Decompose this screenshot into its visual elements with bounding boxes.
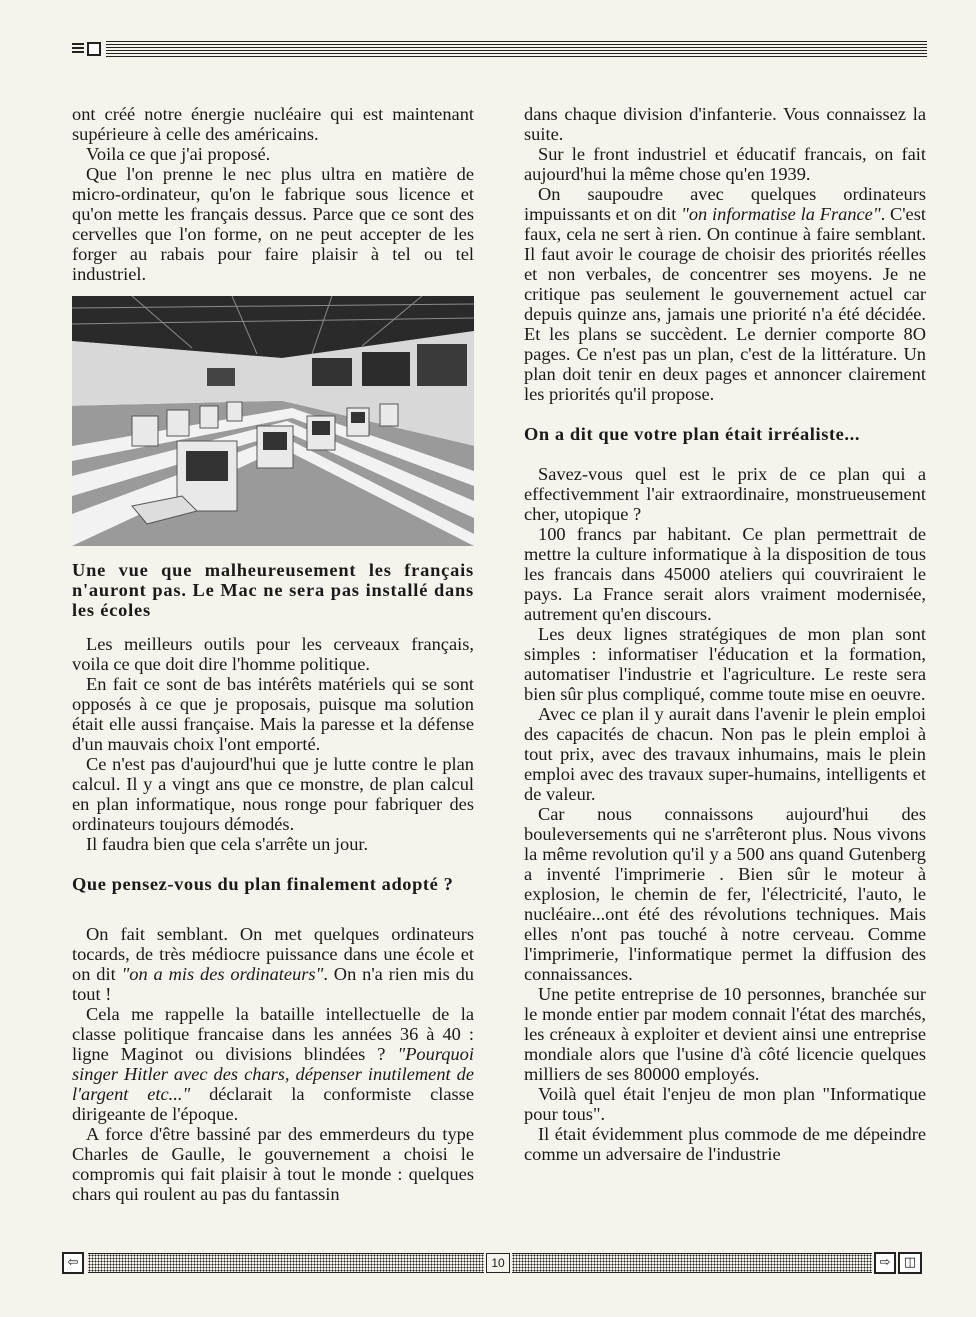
left-column (72, 104, 474, 1204)
menu-icon[interactable] (72, 43, 84, 57)
right-paragraph-1: dans chaque division d'infanterie. Vous connaissez la suite. (524, 104, 926, 144)
scroll-track-right[interactable] (512, 1253, 872, 1273)
right-paragraph-10: Voilà quel était l'enjeu de mon plan "Informatique pour tous". (524, 1084, 926, 1124)
left-arrow-icon[interactable]: ⇦ (62, 1252, 84, 1274)
right-paragraph-8: Car nous connaissons aujourd'hui des bouleversements qui ne s'arrêteront plus. Nous vivons la même revolution qu'il y a 500 ans quand Gutenberg a inventé l'imprimerie . Bien sûr le moteur à explosion, le chemin de fer, l'électricité, l'auto, le nucléaire...ont été des révolutions techniques. Mais elles n'ont pas touché à notre cerveau. Comme l'imprimerie, l'informatique permet la diffusion des connaissances. (524, 804, 926, 984)
right-paragraph-3: On saupoudre avec quelques ordinateurs impuissants et on dit "on informatise la France". C'est faux, cela ne sert à rien. On continue à faire semblant. Il faut avoir le courage de choisir des priorités réelles et non verbales, de concentrer ses moyens. Je ne critique pas seulement le gouvernement actuel car depuis quinze ans, jamais une priorité n'a été décidée. Et les plans se succèdent. Le dernier comporte 8O pages. Ce n'est pas un plan, c'est de la littérature. Un plan doit tenir en deux pages et annoncer clairement les priorités qu'il propose. (524, 184, 926, 404)
header-bar (72, 40, 927, 62)
right-column (524, 104, 926, 1164)
left-paragraph-4: Les meilleurs outils pour les cerveaux français, voila ce que doit dire l'homme politique. (72, 634, 474, 674)
scroll-track-left[interactable] (88, 1253, 484, 1273)
footer-bar (62, 1248, 924, 1278)
left-paragraph-5: En fait ce sont de bas intérêts matériels qui se sont opposés à ce que je proposais, puisque ma solution était elle aussi française. Mais la paresse et la défense d'un mauvais choix l'ont emporté. (72, 674, 474, 754)
left-paragraph-10: A force d'être bassiné par des emmerdeurs du type Charles de Gaulle, le gouvernement a choisi le compromis qui fait plaisir à tout le monde : quelques chars qui roulent au pas du fantassin (72, 1124, 474, 1204)
title-stripes (106, 41, 927, 59)
section-heading-unrealistic: On a dit que votre plan était irréaliste... (524, 424, 861, 444)
left-paragraph-8: On fait semblant. On met quelques ordinateurs tocards, de très médiocre puissance dans une école et on dit "on a mis des ordinateurs". On n'a rien mis du tout ! (72, 924, 474, 1004)
page-number: 10 (486, 1253, 510, 1273)
right-arrow-icon[interactable]: ⇨ (874, 1252, 896, 1274)
left-paragraph-9: Cela me rappelle la bataille intellectuelle de la classe politique francaise dans les années 36 à 40 : ligne Maginot ou divisions blindées ? "Pourquoi singer Hitler avec des chars, dépenser inutilement de l'argent etc..." déclarait la conformiste classe dirigeante de l'époque. (72, 1004, 474, 1124)
section-heading-plan: Que pensez-vous du plan finalement adopté ? (72, 874, 454, 894)
left-paragraph-1: ont créé notre énergie nucléaire qui est maintenant supérieure à celle des américains. (72, 104, 474, 144)
window-icon[interactable]: ◫ (898, 1252, 922, 1274)
photo-caption: Une vue que malheureusement les français n'auront pas. Le Mac ne sera pas installé dans les écoles (72, 560, 474, 620)
right-paragraph-7: Avec ce plan il y aurait dans l'avenir le plein emploi des capacités de chacun. Non pas le plein emploi à tout prix, avec des travaux inhumains, mais le plein emploi avec des travaux super-humains, intelligents et de valeur. (524, 704, 926, 804)
left-paragraph-7: Il faudra bien que cela s'arrête un jour. (86, 834, 369, 854)
right-paragraph-6: Les deux lignes stratégiques de mon plan sont simples : informatiser l'éducation et la formation, automatiser l'industrie et l'agriculture. Le reste sera bien sûr plus compliqué, comme toute mise en oeuvre. (524, 624, 926, 704)
right-paragraph-11: Il était évidemment plus commode de me dépeindre comme un adversaire de l'industrie (524, 1124, 926, 1164)
right-paragraph-4: Savez-vous quel est le prix de ce plan qui a effectivemment l'air extraordinaire, monstrueusement cher, utopique ? (524, 464, 926, 524)
right-paragraph-5: 100 francs par habitant. Ce plan permettrait de mettre la culture informatique à la disposition de tous les francais dans 45000 ateliers qui couvriraient le pays. La France serait alors vraiment modernisée, autrement qu'en discours. (524, 524, 926, 624)
left-paragraph-3: Que l'on prenne le nec plus ultra en matière de micro-ordinateur, qu'on le fabrique sous licence et qu'on mette les français dessus. Parce que ce sont des cervelles que l'on forme, on ne peut accepter de les forger au rabais pour faire plaisir à tel ou tel industriel. (72, 164, 474, 284)
window-icon[interactable] (87, 42, 101, 56)
computer-classroom-photo (72, 296, 474, 546)
left-paragraph-2: Voila ce que j'ai proposé. (86, 144, 271, 164)
left-paragraph-6: Ce n'est pas d'aujourd'hui que je lutte contre le plan calcul. Il y a vingt ans que ce monstre, de plan calcul en plan informatique, nous ronge pour fabriquer des ordinateurs toujours démodés. (72, 754, 474, 834)
right-paragraph-9: Une petite entreprise de 10 personnes, branchée sur le monde entier par modem connait l'état des marchés, les créneaux à exploiter et devient ainsi une entreprise mondiale alors que l'usine d'à côté licencie quelques milliers de ses 80000 employés. (524, 984, 926, 1084)
right-paragraph-2: Sur le front industriel et éducatif francais, on fait aujourd'hui la même chose qu'en 1939. (524, 144, 926, 184)
